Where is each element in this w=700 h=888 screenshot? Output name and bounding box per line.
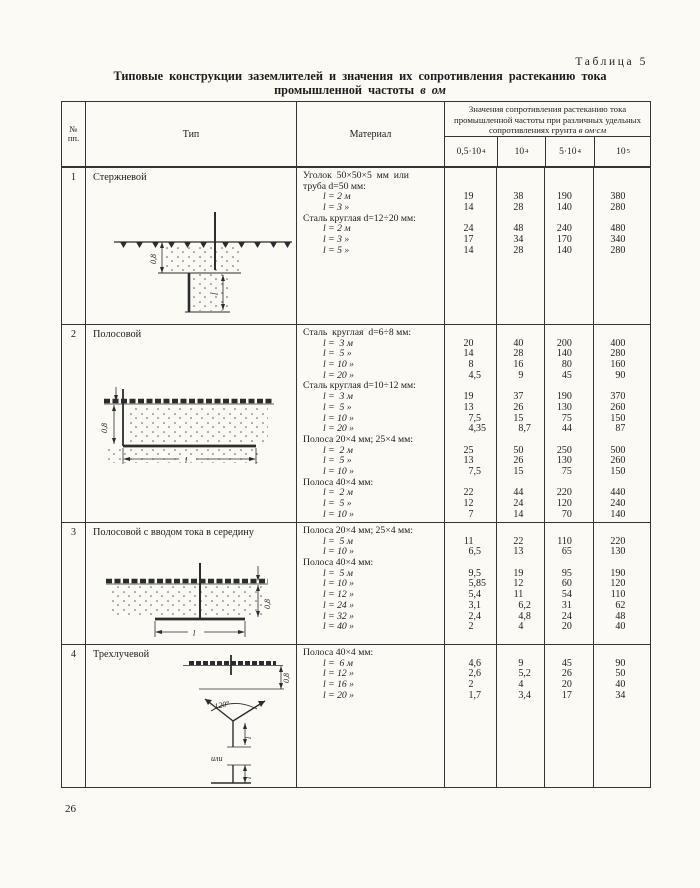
resistance-value: 110 [557,535,572,547]
material-spec: Полоса 40×4 мм: [303,647,374,658]
resistance-value: 9 [518,369,524,381]
length-spec: l = 2 м [323,444,353,456]
resistance-value: 380 [610,191,626,203]
angle-label: 120° [213,698,231,711]
row-number: 2 [71,329,76,340]
resistance-value: 22 [463,487,474,499]
resistance-value: 28 [513,202,524,214]
resistance-value: 24 [513,498,524,509]
resistance-value: 19 [513,567,524,579]
resistance-col-1 [444,168,496,324]
resistance-value: 2 ,4 [468,610,482,622]
length-spec: l = 10 » [323,508,355,520]
resistance-value: 4 ,35 [468,423,487,435]
resistance-value [594,435,650,446]
resistance-value: 200 [556,337,572,349]
diagram-strip-center-feed [100,563,285,641]
resistance-value: 48 [615,610,626,622]
resistivity-subheaders [445,137,650,166]
dim-label-depth: 0,8 [282,673,291,683]
resistance-value: 45 [561,657,572,669]
length-spec: l = 3 м [323,337,353,349]
length-spec: l = 5 » [323,498,352,509]
table-number-label: Таблица 5 [575,56,648,68]
or-label: или [211,754,223,763]
resistance-col-3 [544,645,593,787]
length-spec: l = 5 м [323,567,353,579]
dim-label-length-2: l [244,776,253,779]
resistance-value: 38 [513,191,524,203]
type-cell [85,523,296,644]
resistance-value: 90 [615,369,626,381]
resistance-value: 50 [615,668,626,680]
resistance-value: 120 [556,498,572,509]
resistance-value: 50 [513,444,524,456]
resistance-value: 3 ,4 [518,689,531,701]
resistance-value: 40 [513,337,524,349]
resistance-value: 4 [518,621,524,633]
material-cell [296,645,444,787]
resistance-value: 28 [513,348,524,360]
length-spec: l = 6 м [323,657,353,669]
resistance-value: 4 ,8 [518,610,531,622]
resistance-value: 400 [610,337,626,349]
row-number: 3 [71,527,76,538]
resistance-value: 150 [610,465,626,477]
resistance-value: 15 [513,412,524,424]
length-spec: l = 3 » [323,234,350,246]
material-spec: Полоса 20×4 мм; 25×4 мм: [303,433,413,445]
resistance-value: 140 [556,348,572,360]
resistance-value: 13 [463,401,474,413]
resistance-value: 2 ,6 [468,668,482,680]
material-cell [296,325,444,522]
dim-label-depth: 0,8 [263,599,272,609]
resistance-value: 6 ,5 [468,546,482,558]
resistance-value: 26 [513,401,524,413]
length-spec: l = 20 » [323,369,355,381]
resistance-value: 24 [561,610,572,622]
resistance-value: 140 [610,508,626,520]
resistance-value [445,171,496,182]
resistance-value: 170 [556,234,572,246]
length-spec: l = 5 » [323,244,350,256]
resistance-value: 130 [610,546,626,558]
resistance-value: 7 ,5 [468,465,482,477]
resistance-value: 150 [610,412,626,424]
resistance-value: 14 [513,508,524,520]
length-spec: l = 32 » [323,610,355,622]
material-cell [296,523,444,644]
resistance-value: 40 [615,621,626,633]
resistance-value: 440 [610,487,626,499]
material-spec: Полоса 20×4 мм; 25×4 мм: [303,525,413,536]
row-number: 1 [71,172,76,183]
length-spec: l = 5 м [323,535,353,547]
length-spec: l = 2 м [323,487,353,499]
resistance-value: 9 [518,657,524,669]
length-spec: l = 5 » [323,455,352,467]
length-spec: l = 12 » [323,589,355,601]
material-spec: Полоса 40×4 мм: [303,557,374,569]
length-spec: l = 10 » [323,578,355,590]
length-spec: l = 5 » [323,348,352,360]
resistance-value: 110 [610,589,626,601]
length-spec: l = 20 » [323,423,355,435]
resistance-value: 2 [468,679,474,691]
resistance-value: 240 [610,498,626,509]
resistance-value: 14 [463,348,474,360]
length-spec: l = 20 » [323,689,355,701]
resistance-value: 28 [513,244,524,256]
length-spec: l = 10 » [323,465,355,477]
length-spec: l = 5 » [323,401,352,413]
resistance-value: 190 [556,191,572,203]
material-spec: Полоса 40×4 мм: [303,476,374,488]
grounding-electrodes-table [61,101,651,788]
resistance-value: 4 [518,679,524,691]
page-title [70,70,650,97]
resistance-value: 13 [513,546,524,558]
resistance-value: 17 [463,234,474,246]
col-header-type: Тип [85,102,296,166]
resistance-col-4 [593,325,650,522]
resistance-value: 4 ,5 [468,369,482,381]
resistance-value: 15 [513,465,524,477]
col-header-number: № пп. [67,123,80,143]
resistance-value: 37 [513,391,524,403]
col-header-resistivity-3: 5·10 4 [545,137,594,166]
resistance-value: 31 [561,599,572,611]
table-row [62,324,650,522]
resistance-value: 220 [556,487,572,499]
resistance-value: 280 [610,202,626,214]
resistance-value: 25 [463,444,474,456]
resistance-value: 120 [610,578,626,590]
resistance-value: 70 [561,508,572,520]
resistance-value: 4 ,6 [468,657,482,669]
length-spec: l = 24 » [323,599,355,611]
resistance-value: 340 [610,234,626,246]
material-spec: Сталь круглая d=12÷20 мм: [303,212,416,224]
resistance-value: 44 [561,423,572,435]
resistance-value: 6 ,2 [518,599,531,611]
resistance-value: 11 [513,589,524,601]
resistance-value: 26 [513,455,524,467]
resistance-value: 62 [615,599,626,611]
resistance-value: 130 [556,401,572,413]
resistance-value [545,171,593,182]
resistance-value: 19 [463,191,474,203]
resistance-col-1 [444,645,496,787]
resistance-value: 87 [615,423,626,435]
resistance-col-2 [496,523,544,644]
resistance-value: 20 [561,679,572,691]
diagram-strip-electrode [96,385,281,467]
type-cell [85,325,296,522]
length-spec: l = 12 » [323,668,355,680]
resistance-value: 8 [468,359,474,371]
resistance-value: 14 [463,202,474,214]
resistance-value: 190 [610,567,626,579]
material-spec: Сталь круглая d=6÷8 мм: [303,327,412,338]
col-header-resistivity-1: 0,5·10 4 [456,146,486,157]
resistance-value: 13 [463,455,474,467]
resistance-value: 220 [610,535,626,547]
resistance-value: 160 [610,359,626,371]
resistance-col-2 [496,325,544,522]
resistance-col-4 [593,523,650,644]
resistance-value: 9 ,5 [468,567,482,579]
dim-label-length: l [211,292,220,295]
resistance-col-2 [496,645,544,787]
resistance-value: 24 [463,223,474,235]
electrode-type-label: Полосовой с вводом тока в середину [93,527,254,538]
resistance-value [497,435,544,446]
resistance-value: 95 [561,567,572,579]
electrode-type-label: Трехлучевой [93,649,150,660]
material-spec: труба d=50 мм: [303,180,366,192]
material-spec: Уголок 50×50×5 мм или [303,170,409,181]
resistance-value: 44 [513,487,524,499]
resistance-value: 190 [556,391,572,403]
resistance-value: 65 [561,546,572,558]
dim-label-length: l [244,736,253,739]
length-spec: l = 2 м [323,223,351,235]
title-line-2: промышленной частоты в ом [274,82,446,97]
resistance-col-3 [544,168,593,324]
resistance-value: 48 [513,223,524,235]
material-cell [296,168,444,324]
resistance-value: 90 [615,657,626,669]
title-line-1: Типовые конструкции заземлителей и значения их сопротивления растеканию тока [113,69,607,83]
resistance-value: 2 [468,621,474,633]
electrode-type-label: Полосовой [93,329,142,340]
col-header-resistance-group [444,102,650,166]
resistance-value: 60 [561,578,572,590]
resistance-col-1 [444,523,496,644]
resistance-value [445,435,496,446]
dim-label-depth: 0,8 [100,423,109,433]
resistance-value: 40 [615,679,626,691]
resistance-value: 7 ,5 [468,412,482,424]
resistance-col-3 [544,523,593,644]
resistance-value: 17 [561,689,572,701]
length-spec: l = 3 » [323,202,350,214]
length-spec: l = 10 » [323,359,355,371]
title-unit: в ом [420,82,446,97]
resistance-value: 34 [615,689,626,701]
length-spec: l = 10 » [323,412,355,424]
table-row [62,522,650,644]
electrode-type-label: Стержневой [93,172,147,183]
resistance-value: 130 [556,455,572,467]
material-spec: Сталь круглая d=10÷12 мм: [303,380,416,392]
resistance-value: 1 ,7 [468,689,482,701]
resistance-group-title: Значения сопротивления растеканию тока промышленной частоты при различных удельных сопротивлениях грунта в ом·см [445,102,650,137]
resistance-value: 260 [610,455,626,467]
resistance-value: 5 ,85 [468,578,487,590]
col-header-resistivity-4: 10 5 [594,137,650,166]
length-spec: l = 16 » [323,679,355,691]
resistance-value: 280 [610,348,626,360]
dim-label-depth: 0,8 [149,254,158,264]
resistance-value: 12 [463,498,474,509]
length-spec: l = 10 » [323,546,355,558]
resistance-value: 80 [561,359,572,371]
resistance-value: 5 ,4 [468,589,482,601]
resistance-value: 20 [561,621,572,633]
table-header [62,102,650,167]
resistance-value: 240 [556,223,572,235]
table-row [62,644,650,787]
type-cell [85,645,296,787]
resistance-value: 370 [610,391,626,403]
resistance-value: 250 [556,444,572,456]
resistance-value: 140 [556,202,572,214]
resistance-col-4 [593,168,650,324]
resistance-col-4 [593,645,650,787]
resistance-value: 480 [610,223,626,235]
col-header-material: Материал [296,102,444,166]
resistance-value: 20 [463,337,474,349]
resistance-value [497,171,544,182]
resistance-value: 8 ,7 [518,423,531,435]
resistance-value: 3 ,1 [468,599,482,611]
type-cell [85,168,296,324]
col-header-resistivity-2: 10 4 [497,137,545,166]
page-number: 26 [65,803,76,815]
resistance-value: 12 [513,578,524,590]
resistance-value: 7 [468,508,474,520]
resistance-value [594,171,650,182]
resistance-value: 140 [556,244,572,256]
dim-label-length: l [185,456,188,465]
resistance-value: 22 [513,535,524,547]
dim-label-length: l [193,629,196,638]
length-spec: l = 2 м [323,191,351,203]
resistance-value: 16 [513,359,524,371]
resistance-value: 75 [561,412,572,424]
resistance-value: 260 [610,401,626,413]
length-spec: l = 3 м [323,391,353,403]
row-number: 4 [71,649,76,660]
length-spec: l = 40 » [323,621,355,633]
resistance-value [545,435,593,446]
diagram-three-ray-electrode [181,655,296,785]
resistance-value: 500 [610,444,626,456]
resistance-value: 19 [463,391,474,403]
resistance-value: 54 [561,589,572,601]
resistance-value: 280 [610,244,626,256]
resistance-value: 5 ,2 [518,668,531,680]
resistance-col-3 [544,325,593,522]
resistance-value: 34 [513,234,524,246]
diagram-rod-electrode [110,210,296,322]
resistance-value: 26 [561,668,572,680]
table-row [62,167,650,324]
resistance-col-1 [444,325,496,522]
resistance-col-2 [496,168,544,324]
resistance-value: 45 [561,369,572,381]
resistance-value: 11 [463,535,474,547]
resistance-value: 75 [561,465,572,477]
resistance-value: 14 [463,244,474,256]
